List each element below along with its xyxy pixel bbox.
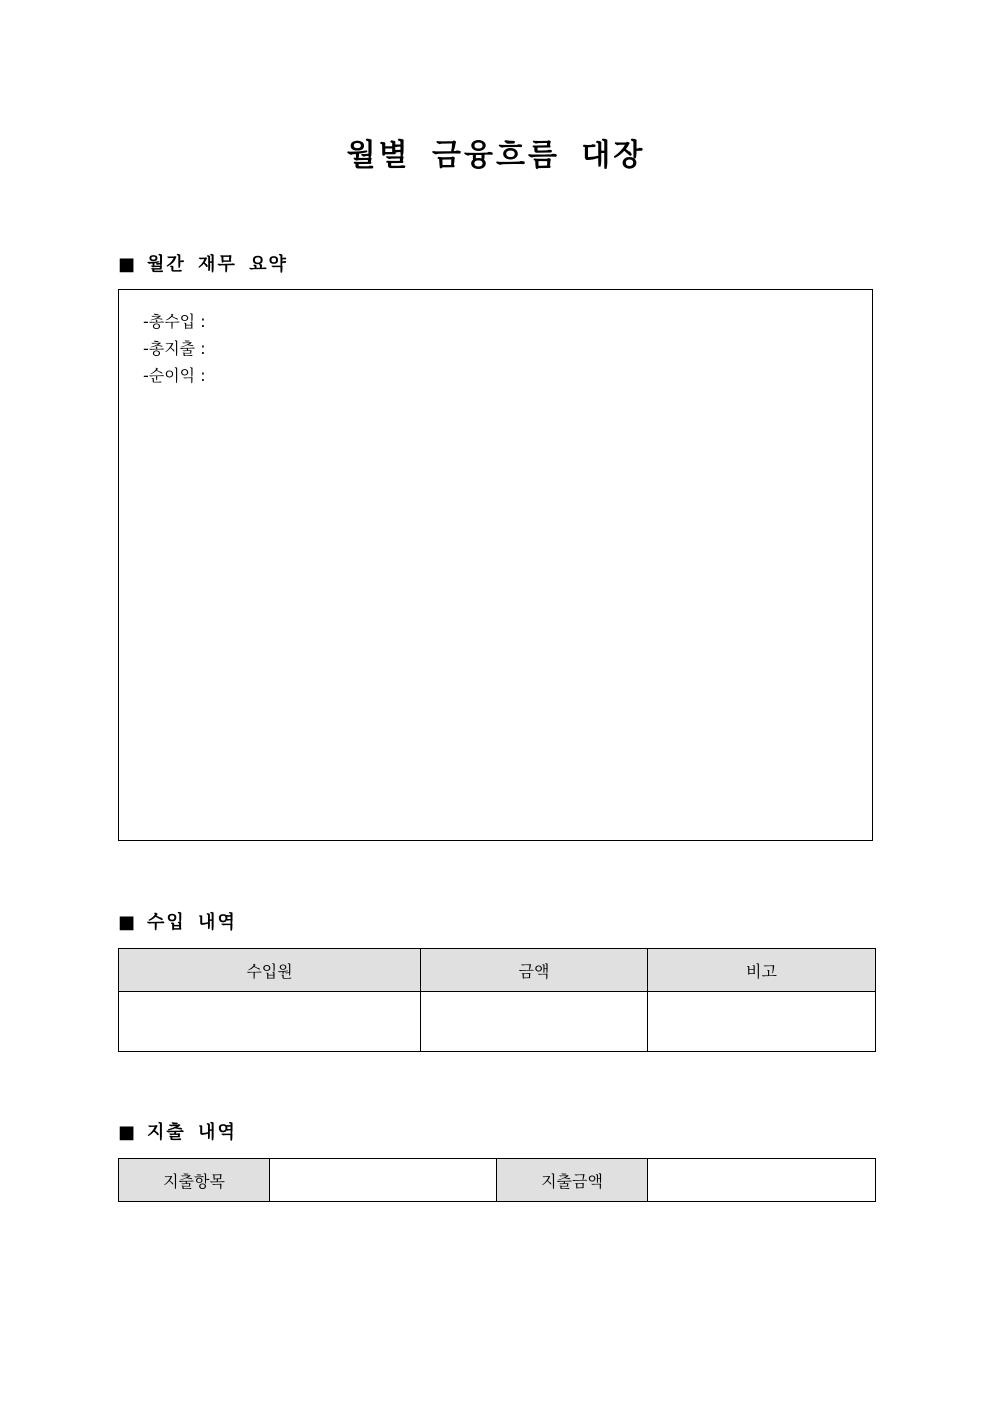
income-note-cell[interactable] — [648, 992, 876, 1052]
income-header-amount: 금액 — [421, 949, 648, 992]
income-amount-cell[interactable] — [421, 992, 648, 1052]
summary-heading-text: 월간 재무 요약 — [147, 254, 288, 275]
income-header-note: 비고 — [648, 949, 876, 992]
expense-heading-text: 지출 내역 — [147, 1122, 237, 1143]
summary-total-income: -총수입 : — [143, 312, 206, 331]
square-bullet-icon: ■ — [118, 1122, 138, 1143]
income-header-source: 수입원 — [119, 949, 421, 992]
summary-list — [143, 308, 206, 389]
expense-amount-label: 지출금액 — [497, 1159, 648, 1202]
page-title: 월별 금융흐름 대장 — [346, 138, 646, 173]
summary-net-profit: -순이익 : — [143, 366, 206, 385]
expense-item-cell[interactable] — [270, 1159, 497, 1202]
income-heading-text: 수입 내역 — [147, 912, 237, 933]
expense-heading — [118, 1119, 237, 1147]
square-bullet-icon: ■ — [118, 254, 138, 275]
expense-item-label: 지출항목 — [119, 1159, 270, 1202]
table-row — [119, 992, 876, 1052]
income-header-row — [119, 949, 876, 992]
income-heading — [118, 909, 237, 937]
table-row — [119, 1159, 876, 1202]
expense-table — [118, 1158, 876, 1202]
expense-amount-cell[interactable] — [648, 1159, 876, 1202]
summary-total-expense: -총지출 : — [143, 339, 206, 358]
income-table — [118, 948, 876, 1052]
income-source-cell[interactable] — [119, 992, 421, 1052]
summary-heading — [118, 251, 288, 279]
summary-box[interactable] — [118, 289, 873, 841]
square-bullet-icon: ■ — [118, 912, 138, 933]
